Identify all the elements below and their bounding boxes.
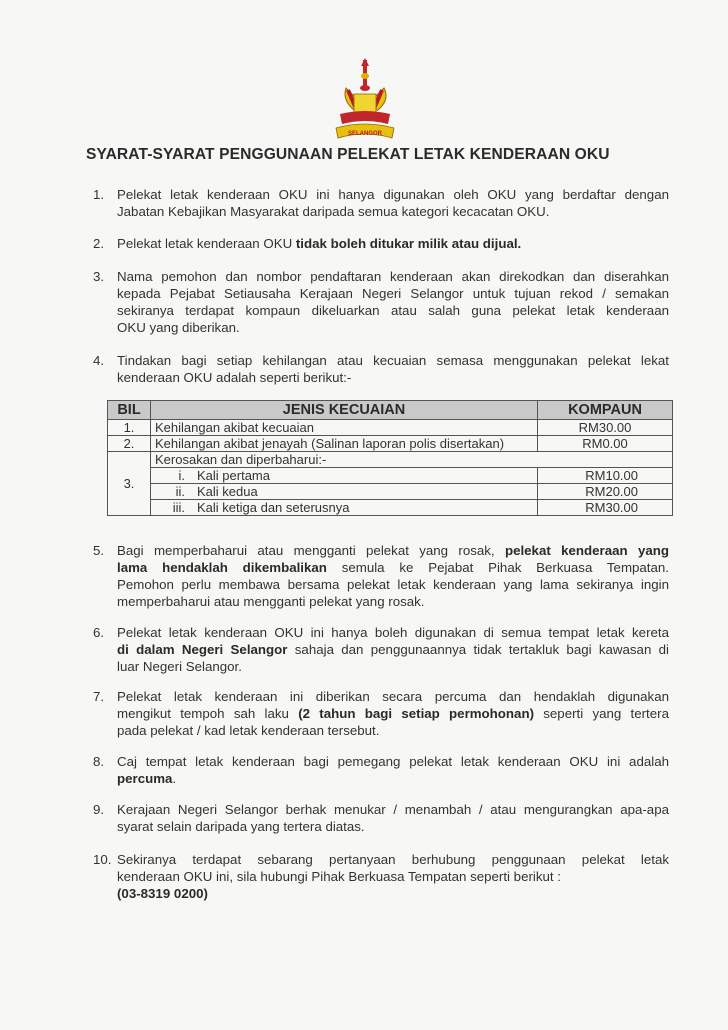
compound-table — [107, 400, 673, 516]
svg-text:SELANGOR: SELANGOR — [347, 131, 383, 137]
item-text: kenderaan OKU adalah seperti berikut:- — [117, 370, 352, 385]
item-text: semula ke Pejabat Pihak Berkuasa Tempatan. — [326, 560, 669, 575]
item-number: 9. — [93, 802, 105, 817]
cell-bil: 1. — [108, 420, 151, 436]
cell-kompaun: RM20.00 — [538, 484, 673, 500]
item-text: . — [172, 771, 177, 786]
condition-item-10 — [93, 851, 669, 902]
cell-jenis: Kehilangan akibat kecuaian — [151, 420, 538, 436]
item-text: Nama pemohon dan nombor pendaftaran kenderaan akan direkodkan dan diserahkan — [117, 269, 669, 284]
header-bil: BIL — [108, 401, 151, 420]
item-text: Pemohon perlu membawa bersama pelekat letak kenderaan yang lama sekiranya ingin — [117, 577, 669, 592]
item-number: 6. — [93, 625, 105, 640]
item-number: 2. — [93, 236, 105, 251]
cell-bil: 2. — [108, 436, 151, 452]
condition-item-9 — [93, 801, 669, 835]
condition-item-5 — [93, 542, 669, 610]
cell-kompaun: RM30.00 — [538, 500, 673, 516]
condition-item-7 — [93, 688, 669, 739]
item-number: 8. — [93, 754, 105, 769]
item-text: luar Negeri Selangor. — [117, 659, 242, 674]
item-text: memperbaharui atau mengganti pelekat yang rosak. — [117, 594, 425, 609]
condition-item-8 — [93, 753, 669, 787]
item-text: sahaja dan penggunaannya tidak tertakluk bagi kawasan di — [287, 642, 670, 657]
item-text: Caj tempat letak kenderaan bagi pemegang pelekat letak kenderaan OKU ini adalah — [117, 754, 669, 769]
item-text: Pelekat letak kenderaan OKU — [117, 236, 296, 251]
cell-jenis: Kehilangan akibat jenayah (Salinan laporan polis disertakan) — [151, 436, 538, 452]
cell-roman: ii. — [151, 484, 194, 500]
header-jenis-kecuaian: JENIS KECUAIAN — [151, 401, 538, 420]
table-row — [108, 420, 673, 436]
condition-item-3 — [93, 268, 669, 336]
item-text: syarat selain daripada yang tertera diatas. — [117, 819, 365, 834]
item-text: Tindakan bagi setiap kehilangan atau kecuaian semasa menggunakan pelekat lekat — [117, 353, 669, 368]
item-number: 4. — [93, 353, 105, 368]
item-text: OKU yang diberikan. — [117, 320, 240, 335]
item-text: Pelekat letak kenderaan OKU ini hanya digunakan oleh OKU yang berdaftar dengan — [117, 187, 669, 202]
item-text: sekiranya terdapat kompaun dikeluarkan atau salah guna pelekat letak kenderaan — [117, 303, 669, 318]
header-kompaun: KOMPAUN — [538, 401, 673, 420]
table-header-row — [108, 401, 673, 420]
cell-kompaun: RM10.00 — [538, 468, 673, 484]
cell-sub-label: Kali kedua — [193, 484, 538, 500]
item-text-emphasis: tidak boleh ditukar milik atau dijual. — [295, 236, 522, 251]
item-text: kenderaan OKU ini, sila hubungi Pihak Berkuasa Tempatan seperti berikut : — [117, 869, 561, 884]
cell-bil: 3. — [108, 452, 151, 516]
item-text: mengikut tempoh sah laku — [117, 706, 299, 721]
item-text: seperti yang tertera — [534, 706, 669, 721]
item-text: Sekiranya terdapat sebarang pertanyaan berhubung penggunaan pelekat letak — [117, 852, 669, 867]
condition-item-2 — [93, 235, 669, 252]
item-text: Pelekat letak kenderaan OKU ini hanya boleh digunakan di semua tempat letak kereta — [117, 625, 669, 640]
contact-phone: (03-8319 0200) — [117, 886, 208, 901]
item-number: 10. — [93, 852, 112, 867]
item-text: Kerajaan Negeri Selangor berhak menukar / menambah / atau mengurangkan apa-apa — [117, 802, 669, 817]
item-text: Bagi memperbaharui atau mengganti pelekat yang rosak, — [117, 543, 505, 558]
item-text: kepada Pejabat Setiausaha Kerajaan Negeri Selangor untuk tujuan rekod / semakan — [117, 286, 669, 301]
item-number: 1. — [93, 187, 105, 202]
condition-item-6 — [93, 624, 669, 675]
item-text: Jabatan Kebajikan Masyarakat daripada semua kategori kecacatan OKU. — [117, 204, 550, 219]
cell-sub-label: Kali ketiga dan seterusnya — [193, 500, 538, 516]
item-text-emphasis: di dalam Negeri Selangor — [117, 642, 288, 657]
item-text-emphasis: percuma — [117, 771, 173, 786]
item-number: 3. — [93, 269, 105, 284]
table-row — [108, 436, 673, 452]
condition-item-4 — [93, 352, 669, 386]
selangor-crest-icon — [334, 58, 396, 144]
item-text-emphasis: (2 tahun bagi setiap permohonan) — [298, 706, 534, 721]
cell-jenis: Kerosakan dan diperbaharui:- — [151, 452, 673, 468]
item-number: 5. — [93, 543, 105, 558]
table-subrow — [108, 468, 673, 484]
cell-roman: iii. — [151, 500, 194, 516]
item-text: Pelekat letak kenderaan ini diberikan secara percuma dan hendaklah digunakan — [117, 689, 669, 704]
table-subrow — [108, 484, 673, 500]
condition-item-1 — [93, 186, 669, 220]
cell-sub-label: Kali pertama — [193, 468, 538, 484]
page-title: SYARAT-SYARAT PENGGUNAAN PELEKAT LETAK KENDERAAN OKU — [86, 146, 610, 163]
item-text-emphasis: pelekat kenderaan yang — [504, 543, 669, 558]
table-row — [108, 452, 673, 468]
item-number: 7. — [93, 689, 105, 704]
cell-roman: i. — [151, 468, 194, 484]
cell-kompaun: RM30.00 — [538, 420, 673, 436]
cell-kompaun: RM0.00 — [538, 436, 673, 452]
item-text-emphasis: lama hendaklah dikembalikan — [117, 560, 327, 575]
table-subrow — [108, 500, 673, 516]
item-text: pada pelekat / kad letak kenderaan tersebut. — [117, 723, 380, 738]
